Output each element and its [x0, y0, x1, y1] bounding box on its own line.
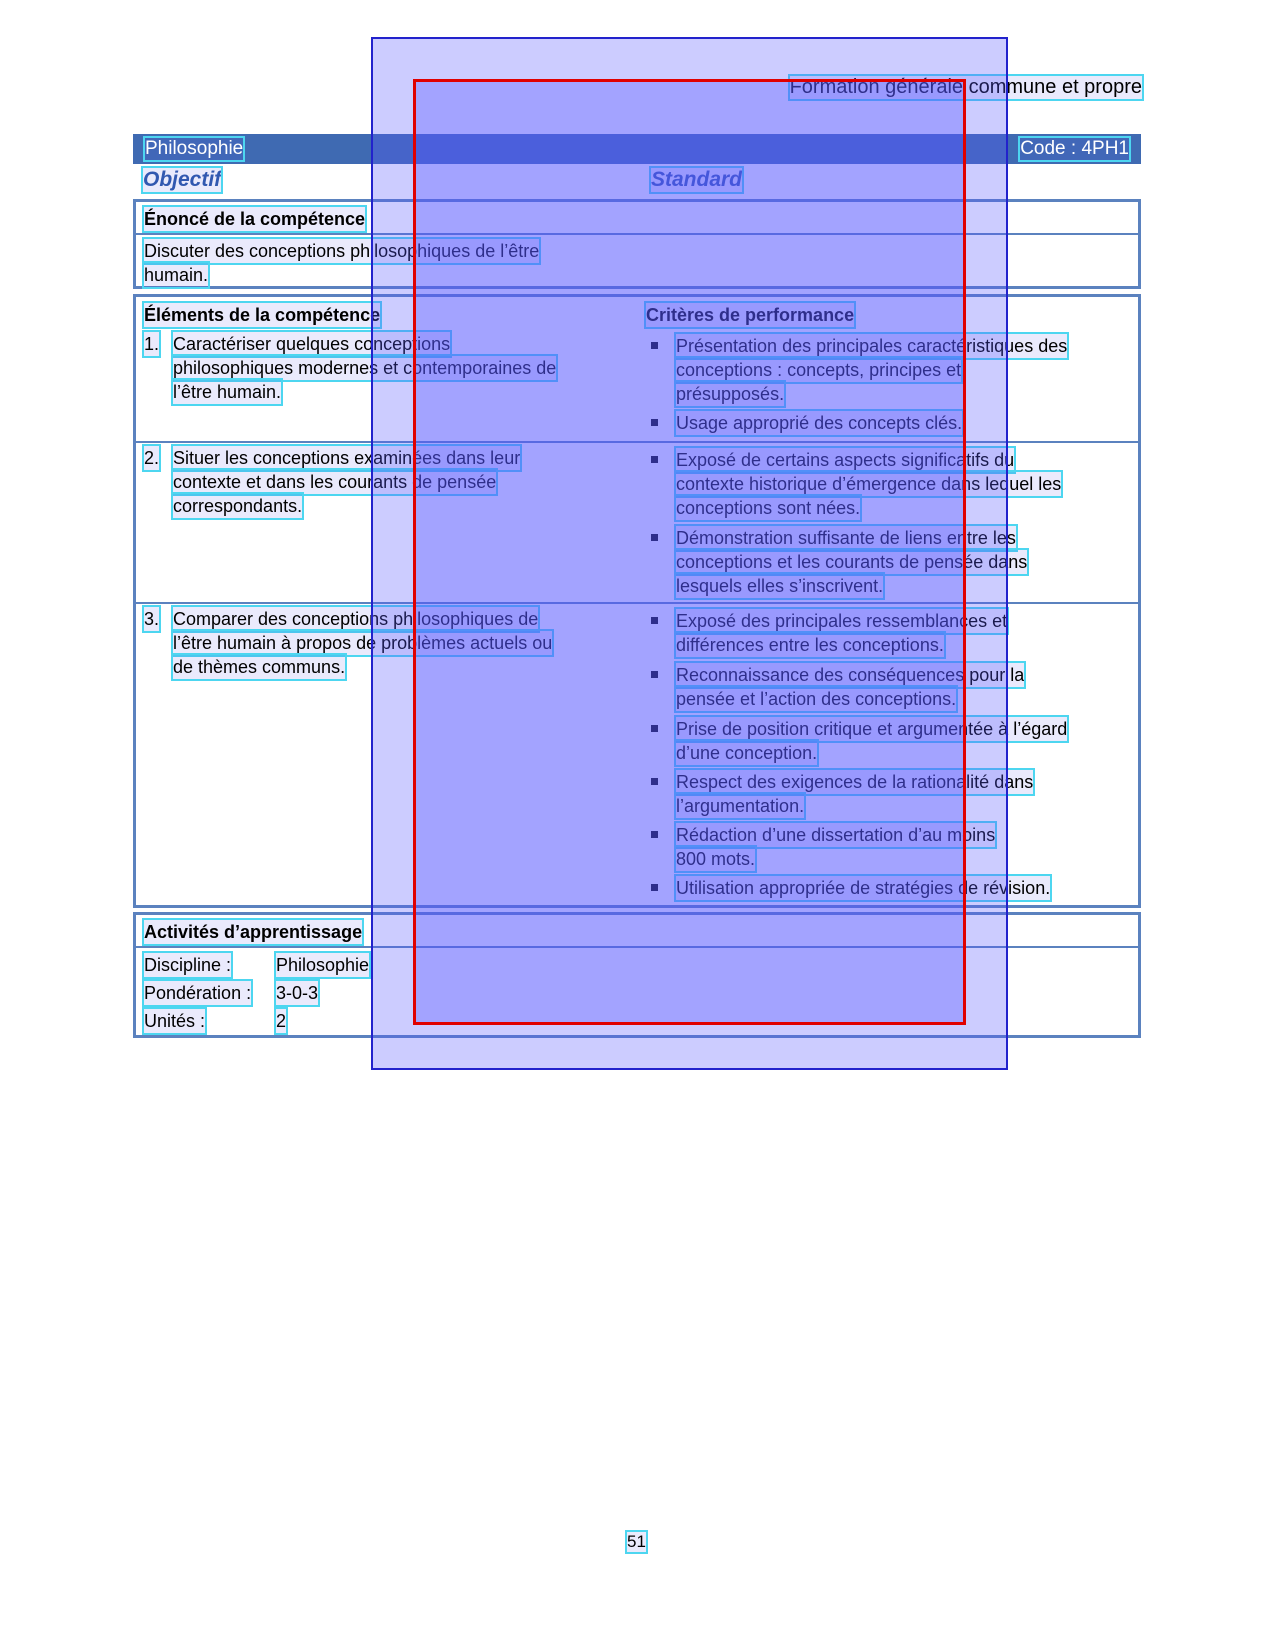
bullet-icon	[651, 884, 658, 891]
criterion-line: Prise de position critique et argumentée à l’égard	[676, 719, 1068, 739]
element-line: philosophiques modernes et contemporaines de	[173, 358, 557, 378]
element-line: l’être humain.	[173, 382, 282, 402]
elements-box	[133, 294, 1141, 908]
criterion-line: contexte historique d’émergence dans lequel les	[676, 474, 1062, 494]
criterion-line: Rédaction d’une dissertation d’au moins	[676, 825, 996, 845]
criterion-line: conceptions sont nées.	[676, 498, 861, 518]
program-header: Formation générale commune et propre	[789, 76, 1142, 98]
element-line: de thèmes communs.	[173, 657, 346, 677]
criterion-line: Respect des exigences de la rationalité dans	[676, 772, 1034, 792]
criterion-line: présupposés.	[676, 384, 785, 404]
enonce-heading: Énoncé de la compétence	[144, 209, 366, 229]
criterion-line: 800 mots.	[676, 849, 756, 869]
bullet-icon	[651, 342, 658, 349]
element-line: l’être humain à propos de problèmes actuels ou	[173, 633, 553, 653]
enonce-box	[133, 199, 1141, 289]
criterion-line: conceptions : concepts, principes et	[676, 360, 962, 380]
criterion-line: pensée et l’action des conceptions.	[676, 689, 957, 709]
criterion-line: Utilisation appropriée de stratégies de révision.	[676, 878, 1051, 898]
page-number: 51	[627, 1532, 646, 1551]
bullet-icon	[651, 456, 658, 463]
title-bar	[133, 134, 1141, 164]
standard-label: Standard	[651, 168, 743, 191]
bullet-icon	[651, 617, 658, 624]
element-number: 2.	[144, 448, 160, 468]
bullet-icon	[651, 419, 658, 426]
ponderation-label: Pondération :	[144, 983, 252, 1003]
activites-heading: Activités d’apprentissage	[144, 922, 363, 942]
criterion-line: l’argumentation.	[676, 796, 805, 816]
element-number: 1.	[144, 334, 160, 354]
element-line: Caractériser quelques conceptions	[173, 334, 451, 354]
element-line: contexte et dans les courants de pensée	[173, 472, 497, 492]
objectif-label: Objectif	[143, 168, 222, 191]
enonce-line: humain.	[144, 265, 209, 285]
criterion-line: Exposé de certains aspects significatifs du	[676, 450, 1015, 470]
discipline-title: Philosophie	[145, 138, 244, 159]
course-code: Code : 4PH1	[1020, 138, 1129, 159]
ponderation-value: 3-0-3	[276, 983, 319, 1003]
row-divider	[136, 602, 1138, 604]
criterion-line: conceptions et les courants de pensée dans	[676, 552, 1028, 572]
element-line: Situer les conceptions examinées dans leur	[173, 448, 521, 468]
elements-heading: Éléments de la compétence	[144, 305, 381, 325]
discipline-value: Philosophie	[276, 955, 370, 975]
criterion-line: lesquels elles s’inscrivent.	[676, 576, 884, 596]
criterion-line: Présentation des principales caractéristiques des	[676, 336, 1068, 356]
discipline-label: Discipline :	[144, 955, 232, 975]
criterion-line: Reconnaissance des conséquences pour la	[676, 665, 1025, 685]
bullet-icon	[651, 725, 658, 732]
criterion-line: différences entre les conceptions.	[676, 635, 944, 655]
element-line: Comparer des conceptions philosophiques de	[173, 609, 539, 629]
bullet-icon	[651, 831, 658, 838]
element-line: correspondants.	[173, 496, 303, 516]
bullet-icon	[651, 778, 658, 785]
element-number: 3.	[144, 609, 160, 629]
enonce-line: Discuter des conceptions philosophiques de l’être	[144, 241, 540, 261]
activites-box	[133, 912, 1141, 1038]
criterion-line: Usage approprié des concepts clés.	[676, 413, 963, 433]
criteres-heading: Critères de performance	[646, 305, 855, 325]
criterion-line: Démonstration suffisante de liens entre les	[676, 528, 1016, 548]
bullet-icon	[651, 534, 658, 541]
criterion-line: Exposé des principales ressemblances et	[676, 611, 1008, 631]
row-divider	[136, 441, 1138, 443]
bullet-icon	[651, 671, 658, 678]
criterion-line: d’une conception.	[676, 743, 818, 763]
unites-label: Unités :	[144, 1011, 206, 1031]
unites-value: 2	[276, 1011, 287, 1031]
